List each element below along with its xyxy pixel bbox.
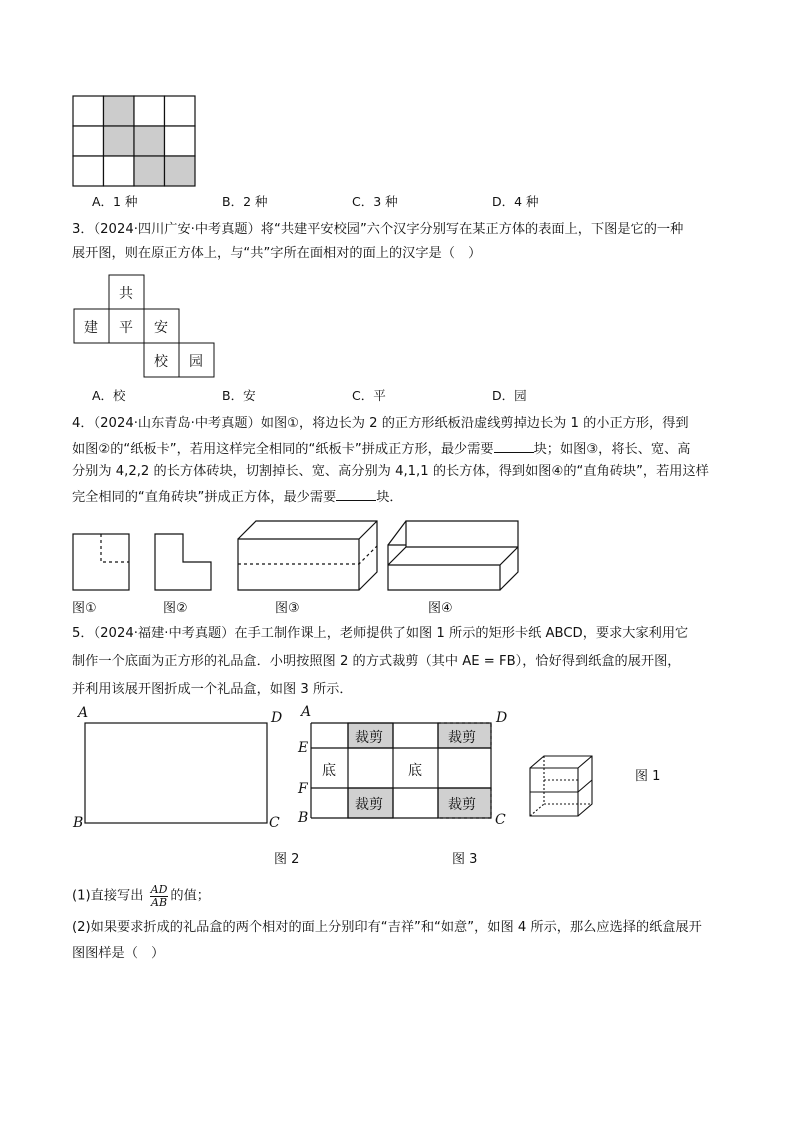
cut-layout-figure — [296, 705, 516, 835]
q4-caption-fig1: 图① — [72, 601, 97, 616]
rect-label-c: C — [269, 815, 280, 831]
rect-label-a: A — [78, 705, 89, 721]
q4-caption-fig2: 图② — [163, 601, 188, 616]
q3-text-line2: 展开图，则在原正方体上，与“共”字所在面相对的面上的汉字是（ ） — [72, 246, 482, 261]
q5-sub1-part-a: (1)直接写出 — [72, 888, 144, 904]
q5-sub2-line1: (2)如果要求折成的礼品盒的两个相对的面上分别印有“吉祥”和“如意”，如图 4 所示，那么应选择的纸盒展开 — [72, 920, 702, 935]
net-char-yuan: 园 — [189, 354, 203, 370]
net-char-an: 安 — [154, 320, 168, 336]
q5-sub1-part-b: 的值； — [170, 888, 210, 904]
net-char-jian: 建 — [84, 320, 98, 336]
rect-label-d: D — [271, 710, 283, 726]
q3-option-c: C．平 — [352, 388, 386, 403]
q5-text-line1: 5．（2024·福建·中考真题）在手工制作课上，老师提供了如图 1 所示的矩形卡纸 ABCD，要求大家利用它 — [72, 626, 689, 641]
grid-cell — [104, 96, 135, 126]
fig3-box-outline — [238, 521, 377, 590]
q2-option-d: D．4 种 — [492, 194, 539, 209]
q4-answer-blank-1 — [494, 438, 534, 453]
fig1-dashed-cut — [101, 534, 129, 562]
q2-option-c: C．3 种 — [352, 194, 398, 209]
q4-text-line4 — [72, 486, 403, 508]
q5-sub2-line2: 图图样是（ ） — [72, 946, 165, 961]
q5-sub1 — [72, 884, 210, 914]
grid-cell — [134, 126, 165, 156]
q3-option-b: B．安 — [222, 388, 256, 403]
grid-cell — [165, 96, 196, 126]
net-char-xiao: 校 — [154, 354, 168, 370]
grid-cell — [104, 126, 135, 156]
grid-cell — [73, 96, 104, 126]
cut-label-e: E — [298, 740, 309, 756]
fig2-l-shape — [155, 534, 211, 590]
cut-label-d: D — [496, 710, 508, 726]
q4-text-line1: 4．（2024·山东青岛·中考真题）如图①，将边长为 2 的正方形纸板沿虚线剪掉边长为 1 的小正方形，得到 — [72, 416, 689, 431]
fraction-ad-ab — [150, 884, 169, 909]
q4-answer-blank-2 — [336, 486, 376, 501]
fraction-denominator: AB — [151, 896, 168, 909]
cube-net-figure — [72, 274, 218, 378]
shaded-grid-figure — [72, 95, 196, 187]
q3-option-a: A．校 — [92, 388, 126, 403]
caption-fig2: 图 2 — [274, 852, 300, 867]
caption-fig3: 图 3 — [452, 852, 478, 867]
fig3-dashed-line — [238, 546, 377, 564]
grid-cell — [73, 156, 104, 186]
bottom-text-right: 底 — [408, 763, 422, 779]
cut-text-top-right: 裁剪 — [448, 730, 476, 746]
cut-text-top-left: 裁剪 — [355, 730, 383, 746]
q5-text-line3: 并利用该展开图折成一个礼品盒，如图 3 所示． — [72, 682, 353, 697]
cut-label-a: A — [301, 704, 312, 720]
fig4-brick — [388, 521, 518, 590]
rect-abcd-figure — [70, 705, 290, 835]
cut-text-bottom-left: 裁剪 — [355, 797, 383, 813]
cut-label-c: C — [495, 812, 506, 828]
rect-label-b: B — [73, 815, 84, 831]
cut-label-f: F — [298, 781, 308, 797]
q4-figures — [68, 510, 528, 592]
gift-box-figure — [526, 752, 596, 824]
q4-line2-part-b: 块；如图③，将长、宽、高 — [533, 442, 691, 457]
bottom-text-left: 底 — [322, 763, 336, 779]
q4-caption-fig3: 图③ — [275, 601, 300, 616]
q4-caption-fig4: 图④ — [428, 601, 453, 616]
q4-line4-part-a: 完全相同的“直角砖块”拼成正方体，最少需要 — [72, 490, 337, 505]
cut-text-bottom-right: 裁剪 — [448, 797, 476, 813]
q5-text-line2: 制作一个底面为正方形的礼品盒．小明按照图 2 的方式裁剪（其中 AE = FB），恰好得到纸盒的展开图， — [72, 654, 681, 669]
grid-cell — [104, 156, 135, 186]
q4-text-line2 — [72, 438, 690, 460]
net-char-ping: 平 — [119, 320, 133, 336]
q4-line4-part-b: 块． — [376, 490, 403, 505]
q4-text-line3: 分别为 4,2,2 的长方体砖块，切割掉长、宽、高分别为 4,1,1 的长方体，得到如图④的“直角砖块”，若用这样 — [72, 464, 709, 479]
grid-cell — [165, 156, 196, 186]
net-char-gong: 共 — [119, 286, 133, 302]
grid-cell — [165, 126, 196, 156]
q3-text-line1: 3．（2024·四川广安·中考真题）将“共建平安校园”六个汉字分别写在某正方体的表面上，下图是它的一种 — [72, 222, 684, 237]
grid-cell — [73, 126, 104, 156]
q2-option-b: B．2 种 — [222, 194, 268, 209]
q4-line2-part-a: 如图②的“纸板卡”，若用这样完全相同的“纸板卡”拼成正方形，最少需要 — [72, 442, 494, 457]
grid-cell — [134, 156, 165, 186]
fraction-numerator: AD — [150, 883, 168, 896]
caption-fig1: 图 1 — [635, 769, 661, 784]
cut-label-b: B — [298, 810, 309, 826]
q2-option-a: A．1 种 — [92, 194, 138, 209]
grid-cell — [134, 96, 165, 126]
q3-option-d: D．园 — [492, 388, 527, 403]
